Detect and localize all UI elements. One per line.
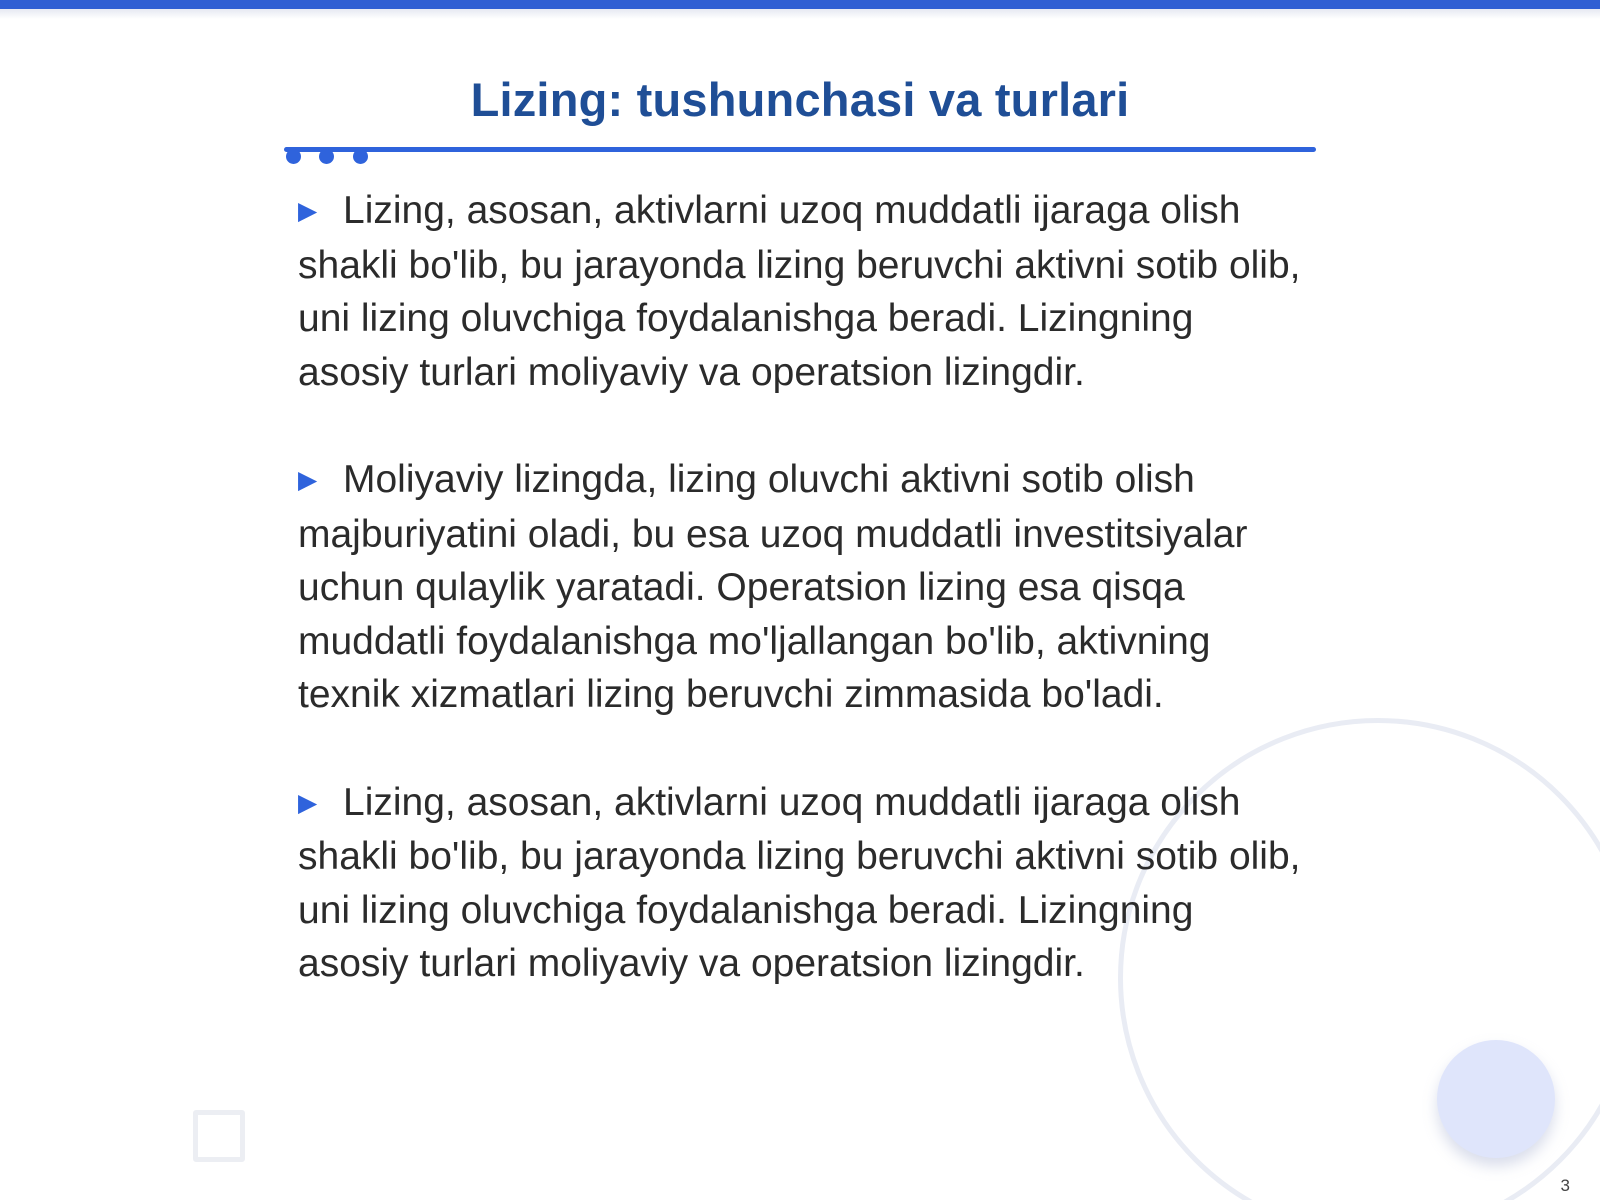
play-arrow-icon: ▶ xyxy=(298,466,318,494)
decorative-square-outline xyxy=(193,1110,245,1162)
bullet-item xyxy=(298,776,1308,991)
top-bar-shadow xyxy=(0,9,1600,19)
page-number: 3 xyxy=(1560,1176,1570,1195)
bullet-list xyxy=(298,184,1308,1045)
bullet-item xyxy=(298,184,1308,399)
play-arrow-icon: ▶ xyxy=(298,788,318,817)
bullet-item xyxy=(298,453,1308,722)
decorative-dot xyxy=(353,149,368,164)
play-arrow-icon: ▶ xyxy=(298,197,318,225)
bullet-text: Lizing, asosan, aktivlarni uzoq muddatli ijaraga olish shakli bo'lib, bu jarayonda lizing beruvchi aktivni sotib olib, uni lizing oluvchiga foydalanishga beradi. Lizingning asosiy turlari moliyaviy va operatsion lizingdir. xyxy=(298,189,1301,394)
slide-title: Lizing: tushunchasi va turlari xyxy=(470,73,1130,126)
top-accent-bar xyxy=(0,0,1600,9)
decorative-dot xyxy=(319,149,334,164)
decorative-filled-circle xyxy=(1437,1040,1555,1158)
bullet-text: Lizing, asosan, aktivlarni uzoq muddatli ijaraga olish shakli bo'lib, bu jarayonda lizing beruvchi aktivni sotib olib, uni lizing oluvchiga foydalanishga beradi. Lizingning asosiy turlari moliyaviy va operatsion lizingdir. xyxy=(298,780,1301,985)
title-underline xyxy=(284,147,1316,152)
bullet-text: Moliyaviy lizingda, lizing oluvchi aktivni sotib olish majburiyatini oladi, bu esa uzoq muddatli investitsiyalar uchun qulaylik yaratadi. Operatsion lizing esa qisqa muddatli foydalanishga mo'ljallangan bo'lib, aktivning texnik xizmatlari lizing beruvchi zimmasida bo'ladi. xyxy=(298,458,1248,716)
decorative-dot xyxy=(286,149,301,164)
